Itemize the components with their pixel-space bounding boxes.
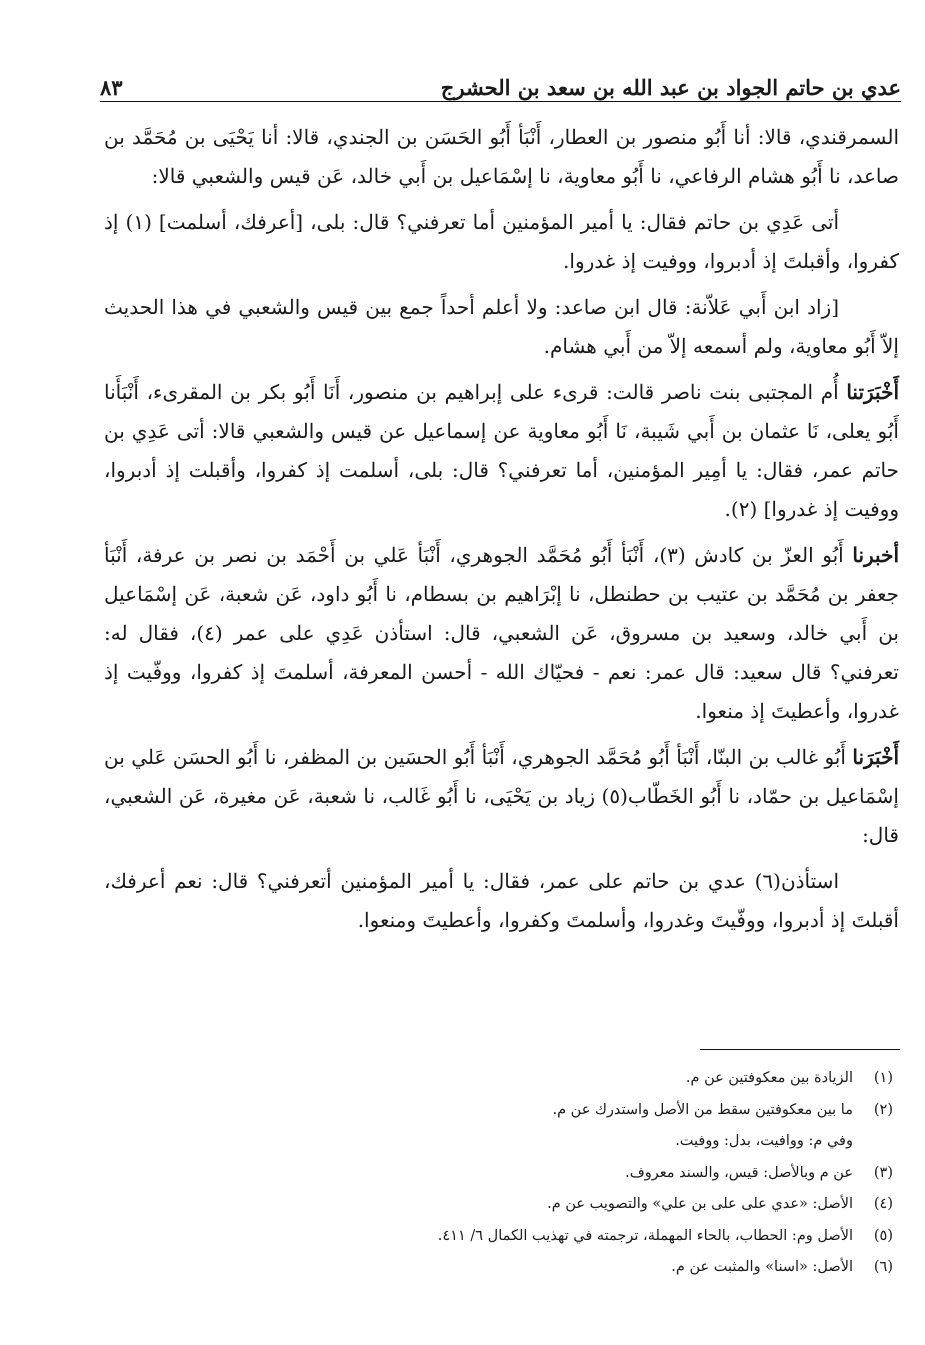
paragraph: [104, 288, 899, 366]
header-rule: [100, 101, 901, 102]
footnote: [104, 1158, 899, 1190]
paragraph-text: أتى عَدِي بن حاتم فقال: يا أمير المؤمنين أما تعرفني؟ قال: بلى، [أعرفك، أسلمت] (١) إذ كفروا، وأقبلتَ إذ أدبروا، ووفيت إذ غدروا.: [104, 210, 899, 273]
footnote-text: الأصل: «عدي على على بن علي» والتصويب عن م.: [547, 1196, 853, 1212]
paragraph-text: أُم المجتبى بنت ناصر قالت: قرىء على إبراهيم بن منصور، أَنَا أَبُو بكر بن المقرىء، أَنْبَأَنا أَبُو يعلى، نَا عثمان بن أَبي شَيبة، نَا أَبُو معاوية عن إسماعيل عن قيس والشعبي قالا: أتى عَدِي بن حاتم عمر، فقال: يا أمِير المؤمنين، أما تعرفني؟ قال: بلى، أسلمت إذ كفروا، وأقبلت إذ أدبروا، ووفيت إذ غدروا] (٢).: [104, 380, 899, 521]
footnote-text: ما بين معكوفتين سقط من الأصل واستدرك عن م.: [552, 1101, 853, 1118]
footnote-text: الزيادة بين معكوفتين عن م.: [685, 1070, 853, 1086]
page-number: ٨٣: [100, 75, 123, 100]
paragraph-text: [زاد ابن أَبي عَلاّنة: قال ابن صاعد: ولا أعلم أحداً جمع بين قيس والشعبي في هذا الحديث إلاّ أَبُو معاوية، ولم أسمعه إلاّ من أَبي هشام.: [104, 295, 899, 358]
footnote-text: الأصل وم: الحطاب، بالحاء المهملة، ترجمته في تهذيب الكمال ٦/ ٤١١.: [437, 1227, 853, 1244]
isnad-lead-word: أخبرنا: [852, 543, 899, 567]
main-text: [104, 118, 899, 947]
footnote-number: (٣): [873, 1164, 893, 1181]
footnote-text: الأصل: «اسنا» والمثبت عن م.: [671, 1259, 853, 1275]
footnote: [104, 1189, 899, 1221]
footnote: [104, 1095, 899, 1127]
paragraph: [104, 118, 899, 196]
paragraph: [104, 738, 899, 855]
isnad-lead-word: أَخْبَرَنا: [852, 745, 900, 769]
running-title: عدي بن حاتم الجواد بن عبد الله بن سعد بن الحشرج: [440, 75, 901, 100]
footnote-number: (٥): [873, 1227, 893, 1244]
paragraph: [104, 862, 899, 940]
footnote-continuation: [104, 1126, 899, 1158]
running-header: [100, 56, 901, 100]
paragraph-text: السمرقندي، قالا: أنا أَبُو منصور بن العطار، أَنْبَأ أَبُو الحَسَن بن الجندي، قالا: أنا يَحْيَى بن مُحَمَّد بن صاعد، نا أَبُو هشام الرفاعي، نا أَبُو معاوية، نا إسْمَاعيل بن أَبي خالد، عَن قيس والشعبي قالا:: [104, 125, 899, 188]
footnote-number: (٦): [873, 1259, 893, 1275]
paragraph-text: استأذن(٦) عدي بن حاتم على عمر، فقال: يا أمير المؤمنين أتعرفني؟ قال: نعم أعرفك، أقبلتَ إذ أدبروا، ووفّيتَ وغدروا، وأسلمتَ وكفروا، وأعطيتَ ومنعوا.: [104, 869, 899, 932]
paragraph: [104, 373, 899, 529]
footnote: [104, 1221, 899, 1253]
footnote: [104, 1063, 899, 1095]
footnote-number: (١): [873, 1070, 893, 1086]
footnotes: [104, 1063, 899, 1284]
isnad-lead-word: أَخْبَرَتنا: [846, 380, 899, 404]
footnote-separator: [700, 1049, 900, 1050]
footnote-number: (٢): [873, 1101, 893, 1118]
footnote-text: عن م وبالأصل: قيس، والسند معروف.: [625, 1164, 853, 1181]
paragraph: [104, 536, 899, 731]
footnote: [104, 1252, 899, 1284]
footnote-number: (٤): [873, 1196, 893, 1212]
paragraph-text: أَبُو غالب بن البنّا، أَنْبَأ أَبُو مُحَمَّد الجوهري، أَنْبَأ أَبُو الحسَين بن المظفر، نا أَبُو الحسَن عَلي بن إسْمَاعيل بن حمّاد، نا أَبُو الخَطّاب(٥) زياد بن يَحْيَى، نا أَبُو غَالب، نا شعبة، عَن مغيرة، عَن الشعبي، قال:: [104, 745, 899, 847]
paragraph-text: أَبُو العزّ بن كادش (٣)، أَنْبَأ أَبُو مُحَمَّد الجوهري، أَنْبَأ عَلي بن أَحْمَد بن نصر بن عرفة، أَنْبَأ جعفر بن مُحَمَّد بن عتيب بن حطنطل، نا إبْرَاهيم بن بسطام، نا أَبُو داود، عَن شعبة، عَن إسْمَاعيل بن أَبي خالد، وسعيد بن مسروق، عَن الشعبي، قال: استأذن عَدِي على عمر (٤)، فقال له: تعرفني؟ قال سعيد: قال عمر: نعم - فحيّاك الله - أحسن المعرفة، أسلمتَ إذ كفروا، ووفّيت إذ غدروا، وأعطيتَ إذ منعوا.: [104, 543, 899, 723]
paragraph: [104, 203, 899, 281]
footnote-text: وفي م: ووافيت، بدل: ووفيت.: [675, 1133, 853, 1149]
